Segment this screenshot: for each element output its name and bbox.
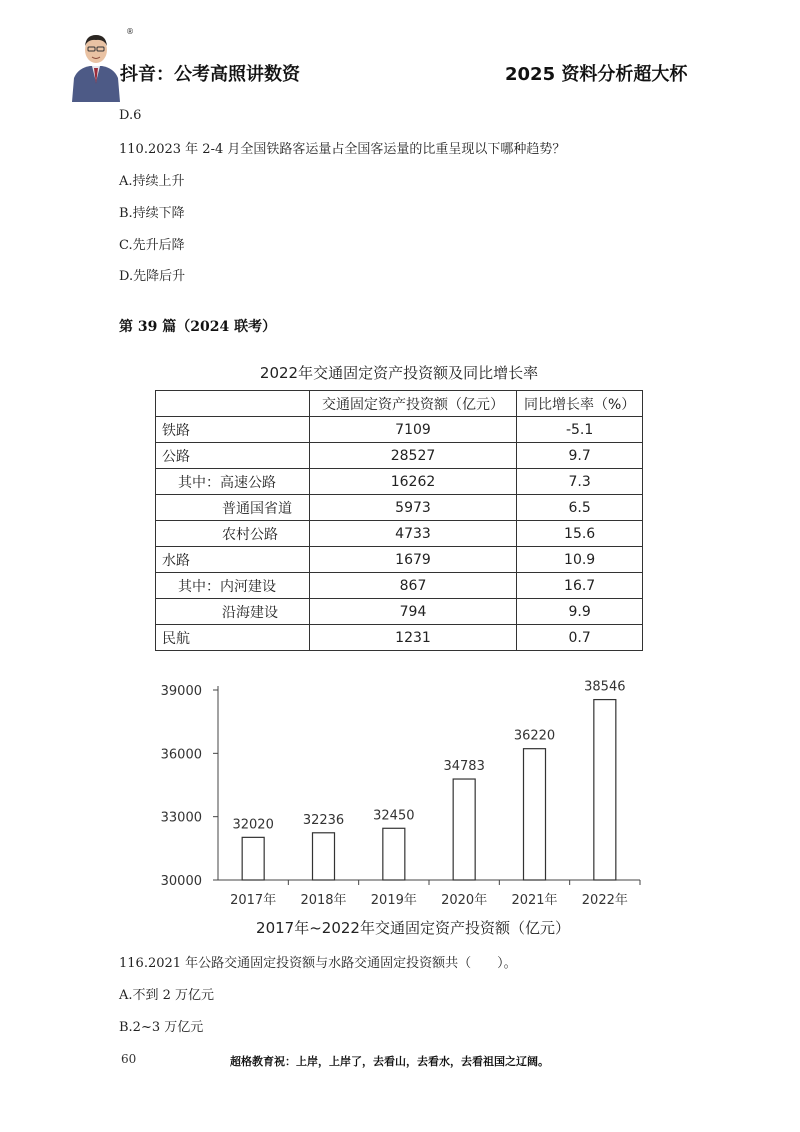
- author-avatar: [68, 26, 124, 102]
- question-110-stem: 110.2023 年 2-4 月全国铁路客运量占全国客运量的比重呈现以下哪种趋势？: [119, 142, 566, 157]
- bar-value-label: 36220: [513, 728, 556, 744]
- row-label: 农村公路: [156, 521, 310, 547]
- question-110-option-b: B.持续下降: [119, 206, 185, 221]
- investment-table: [155, 390, 643, 651]
- bar-value-label: 32020: [232, 817, 274, 833]
- x-tick-label: 2021年: [511, 893, 558, 908]
- row-value: 1679: [309, 547, 516, 573]
- row-value: 867: [309, 573, 516, 599]
- y-tick-label: 39000: [160, 684, 202, 699]
- row-label: 水路: [156, 547, 310, 573]
- registered-mark: ®: [126, 27, 134, 36]
- bar-value-label: 34783: [443, 759, 485, 775]
- table-header-growth: 同比增长率（%）: [517, 391, 643, 417]
- y-tick-label: 36000: [160, 747, 202, 763]
- row-label: 铁路: [156, 417, 310, 443]
- table-row: [156, 417, 643, 443]
- previous-option-d: D.6: [119, 108, 142, 123]
- investment-bar-chart: [140, 670, 660, 940]
- table-title: 2022年交通固定资产投资额及同比增长率: [259, 364, 539, 382]
- table-row: [156, 573, 643, 599]
- x-tick-label: 2019年: [370, 893, 417, 908]
- page-number: 60: [121, 1052, 137, 1066]
- bar: [313, 833, 335, 880]
- question-116-option-a: A.不到 2 万亿元: [119, 988, 215, 1003]
- row-label: 民航: [156, 625, 310, 651]
- row-value: 4733: [309, 521, 516, 547]
- row-value: 28527: [309, 443, 516, 469]
- row-label: 其中：内河建设: [156, 573, 310, 599]
- table-row: [156, 521, 643, 547]
- table-row: [156, 469, 643, 495]
- bar: [383, 828, 405, 880]
- bar-value-label: 32236: [302, 812, 345, 828]
- avatar-portrait: [68, 26, 124, 102]
- row-rate: 7.3: [517, 469, 643, 495]
- bar: [594, 700, 616, 880]
- bar: [242, 837, 264, 880]
- row-value: 7109: [309, 417, 516, 443]
- bar: [524, 749, 546, 880]
- table-row: [156, 599, 643, 625]
- row-rate: 9.9: [517, 599, 643, 625]
- bar-value-label: 38546: [584, 679, 626, 695]
- row-rate: 15.6: [517, 521, 643, 547]
- header-right-title: 2025 资料分析超大杯: [505, 64, 688, 85]
- table-header-blank: [156, 391, 310, 417]
- table-header-investment: 交通固定资产投资额（亿元）: [309, 391, 516, 417]
- x-tick-label: 2020年: [441, 893, 488, 908]
- table-header-row: [156, 391, 643, 417]
- chart-title: 2017年~2022年交通固定资产投资额（亿元）: [256, 919, 570, 937]
- header-left-title: 抖音：公考高照讲数资: [120, 64, 300, 85]
- question-110-option-a: A.持续上升: [119, 174, 185, 189]
- row-value: 5973: [309, 495, 516, 521]
- bar: [453, 779, 475, 880]
- question-110-option-d: D.先降后升: [119, 269, 186, 284]
- x-tick-label: 2017年: [230, 893, 277, 908]
- row-rate: 0.7: [517, 625, 643, 651]
- row-label: 沿海建设: [156, 599, 310, 625]
- table-row: [156, 547, 643, 573]
- footer-slogan: 超格教育祝：上岸，上岸了，去看山，去看水，去看祖国之辽阔。: [230, 1055, 549, 1068]
- row-rate: 10.9: [517, 547, 643, 573]
- row-label: 其中：高速公路: [156, 469, 310, 495]
- y-tick-label: 30000: [160, 874, 202, 889]
- x-tick-label: 2022年: [581, 893, 628, 908]
- question-116-stem: 116.2021 年公路交通固定投资额与水路交通固定投资额共（ ）。: [119, 956, 517, 971]
- table-row: [156, 443, 643, 469]
- row-value: 794: [309, 599, 516, 625]
- row-rate: -5.1: [517, 417, 643, 443]
- x-tick-label: 2018年: [300, 893, 347, 908]
- row-label: 公路: [156, 443, 310, 469]
- y-tick-label: 33000: [160, 810, 202, 826]
- section-title: 第 39 篇（2024 联考）: [119, 319, 277, 335]
- row-rate: 6.5: [517, 495, 643, 521]
- question-110-option-c: C.先升后降: [119, 238, 185, 253]
- question-116-option-b: B.2~3 万亿元: [119, 1020, 204, 1035]
- row-rate: 9.7: [517, 443, 643, 469]
- table-row: [156, 625, 643, 651]
- row-rate: 16.7: [517, 573, 643, 599]
- bar-value-label: 32450: [373, 808, 415, 824]
- table-row: [156, 495, 643, 521]
- row-value: 1231: [309, 625, 516, 651]
- row-value: 16262: [309, 469, 516, 495]
- row-label: 普通国省道: [156, 495, 310, 521]
